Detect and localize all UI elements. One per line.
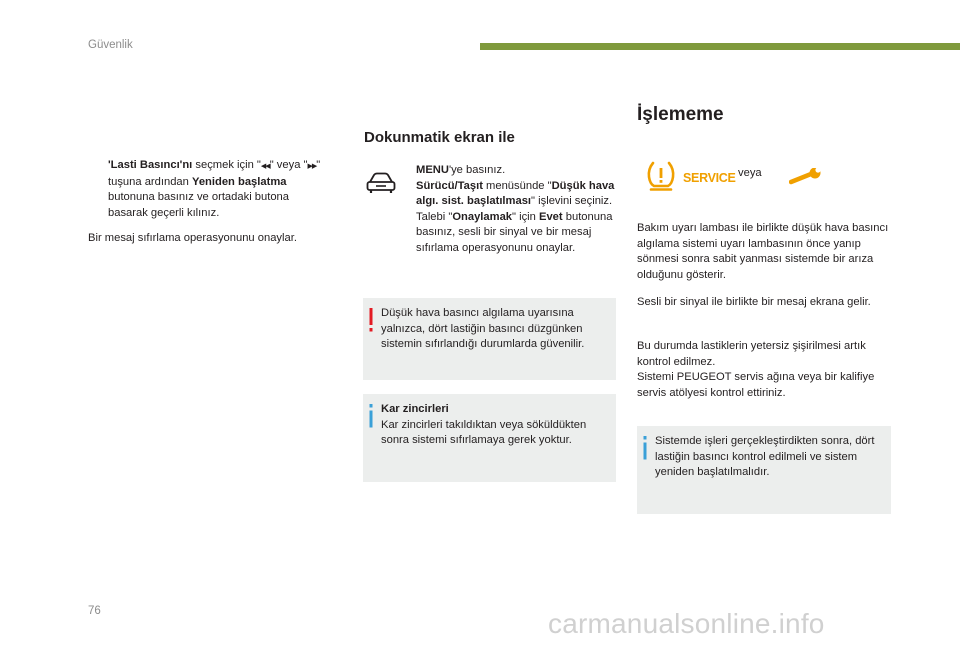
car-icon [365,172,397,194]
confirm-label: Onaylamak [452,210,513,223]
text-span: menüsünde " [482,179,552,192]
reset-instruction [88,158,328,221]
section-label: Güvenlik [88,39,133,51]
text-span: " için [512,210,539,223]
touchscreen-heading: Dokunmatik ekran ile [364,129,515,146]
info-mark-icon [643,436,647,460]
snow-chains-text: Kar zincirleri takıldıktan veya söküldükten sonra sistemi sıfırlamaya gerek yoktur. [381,418,587,447]
text-span: " tuşuna ardından [108,159,321,188]
touchscreen-steps [416,163,616,257]
page-number: 76 [88,605,101,617]
service-advice [637,339,897,401]
text-span: seçmek için " [192,159,261,171]
function-name: Düşük hava algı. sist. başlatılması [416,179,615,208]
text-span: " işlevini seçiniz. [531,195,613,208]
text-span: 'ye basınız. [448,164,506,176]
menu-key: MENU [416,164,449,176]
menu-path: Sürücü/Taşıt [416,179,483,192]
reinit-info-text: Sistemde işleri gerçekleştirdikten sonra, dört lastiğin basıncı kontrol edilmeli ve sistem yeniden başlatılmalıdır. [655,435,875,479]
info-mark-icon [369,404,373,428]
snow-chains-box [363,394,616,482]
malfunction-text: Bakım uyarı lambası ile birlikte düşük hava basıncı algılama sistemi uyarı lambasının önce yanıp sönmesi sonra sabit yanması sistemde bir arıza olduğunu gösterir. [637,222,889,281]
text-span: Talebi " [416,210,453,223]
tyre-pressure-warning-icon [646,160,676,192]
warning-mark-icon [369,308,373,332]
advice-line-2: Sistemi PEUGEOT servis ağına veya bir kalifiye servis atölyesi kontrol ettiriniz. [637,371,875,399]
text-span: butonuna basınız ve ortadaki butona basarak geçerli kılınız. [108,191,289,219]
warning-box [363,298,616,380]
service-warning-icon: SERVICE [683,171,736,185]
malfunction-heading: İşlememe [637,104,724,125]
reinit-info-box [637,426,891,514]
confirm-note: Bir mesaj sıfırlama operasyonunu onaylar. [88,232,297,244]
text-span: " veya " [269,159,308,171]
text-span: butonuna basınız, sesli bir sinyal ve bir mesaj sıfırlama operasyonunu onaylar. [416,210,613,254]
or-text: veya [738,167,762,179]
message-text: Sesli bir sinyal ile birlikte bir mesaj ekrana gelir. [637,296,871,308]
advice-line-1: Bu durumda lastiklerin yetersiz şişirilmesi artık kontrol edilmez. [637,340,866,368]
yes-label: Evet [539,210,563,223]
header-bar [480,43,960,50]
warning-text: Düşük hava basıncı algılama uyarısına yalnızca, dört lastiğin basıncı düzgünken sistemin sıfırlandığı durumlarda güvenilir. [381,307,585,351]
menu-name: 'Lasti Basıncı'nı [108,159,193,171]
arrow-right-icon: ▶▶ [307,163,317,170]
button-name: Yeniden başlatma [191,175,287,188]
wrench-icon [789,168,823,186]
arrow-left-icon: ◀◀ [260,163,270,170]
watermark: carmanualsonline.info [548,608,825,639]
snow-chains-title: Kar zincirleri [381,403,449,415]
